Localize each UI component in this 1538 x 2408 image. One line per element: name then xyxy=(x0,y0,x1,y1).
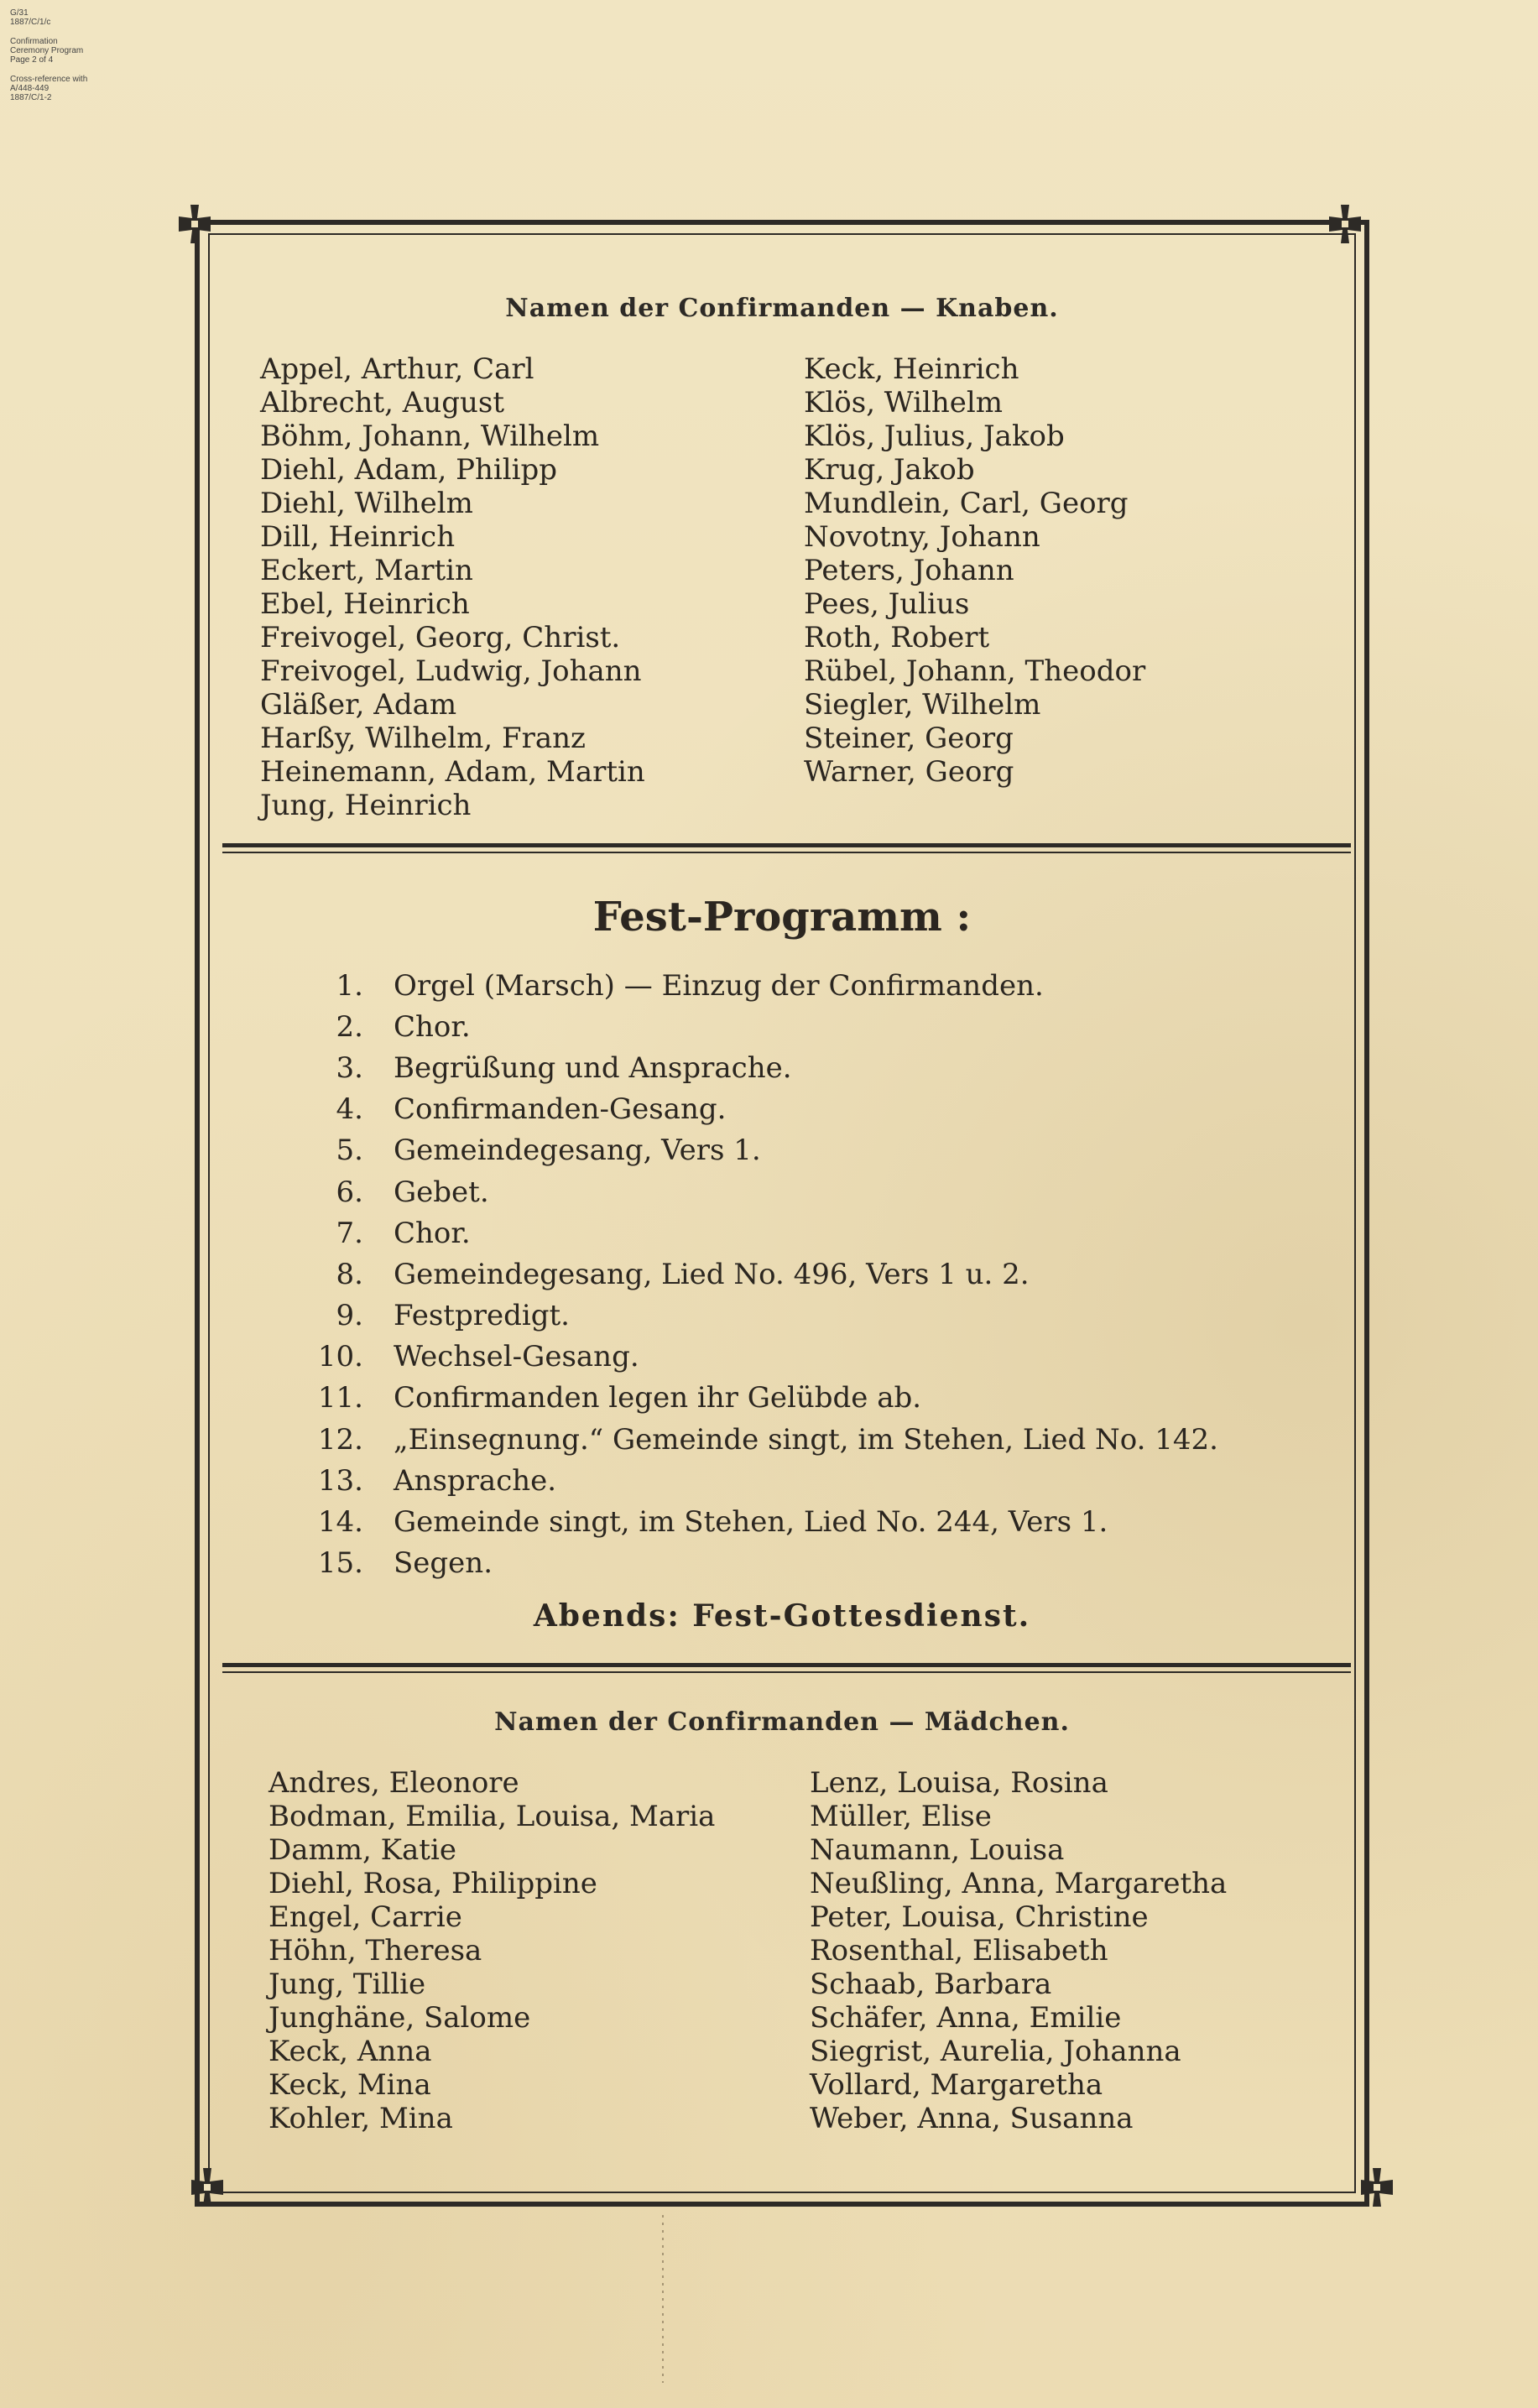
list-item: Naumann, Louisa xyxy=(810,1833,1065,1867)
program-item-number: 4. xyxy=(336,1092,363,1127)
list-item: Böhm, Johann, Wilhelm xyxy=(260,420,600,453)
list-item: Jung, Heinrich xyxy=(260,789,472,822)
list-item: Eckert, Martin xyxy=(260,554,473,587)
program-item xyxy=(298,1254,1305,1295)
program-item xyxy=(298,1543,1305,1584)
list-item: Diehl, Rosa, Philippine xyxy=(268,1867,597,1900)
list-item: Andres, Eleonore xyxy=(268,1766,519,1800)
girls-heading: Namen der Confirmanden — Mädchen. xyxy=(494,1707,1070,1737)
program-item-text: Gemeinde singt, im Stehen, Lied No. 244, Vers 1. xyxy=(394,1505,1108,1540)
cross-ornament-icon xyxy=(172,201,217,247)
program-item xyxy=(298,965,1305,1006)
program-item-number: 1. xyxy=(336,968,363,1003)
program-item-number: 7. xyxy=(336,1216,363,1250)
list-item: Keck, Heinrich xyxy=(804,352,1019,386)
program-item xyxy=(298,1130,1305,1171)
list-item: Gläßer, Adam xyxy=(260,688,457,722)
boys-heading: Namen der Confirmanden — Knaben. xyxy=(505,294,1059,323)
program-item xyxy=(298,1337,1305,1378)
program-item xyxy=(298,1378,1305,1419)
program-item xyxy=(298,1501,1305,1542)
girls-list-right xyxy=(810,1766,1227,2135)
list-item: Keck, Mina xyxy=(268,2068,431,2102)
program-item-number: 9. xyxy=(336,1299,363,1333)
program-item-number: 15. xyxy=(317,1546,363,1581)
archive-label-line: G/31 xyxy=(10,8,29,18)
list-item: Schäfer, Anna, Emilie xyxy=(810,2001,1122,2035)
program-item-text: Chor. xyxy=(394,1216,471,1250)
section-divider xyxy=(222,1663,1351,1673)
program-item-number: 11. xyxy=(317,1381,363,1415)
archive-label-line: A/448-449 xyxy=(10,84,50,93)
program-item xyxy=(298,1006,1305,1047)
archive-label-line: Confirmation xyxy=(10,37,58,46)
list-item: Siegler, Wilhelm xyxy=(804,688,1041,722)
program-item-text: Gemeindegesang, Lied No. 496, Vers 1 u. 2. xyxy=(394,1257,1030,1291)
program-item-text: Ansprache. xyxy=(394,1463,557,1498)
list-item: Neußling, Anna, Margaretha xyxy=(810,1867,1228,1900)
program-item-number: 10. xyxy=(317,1340,363,1374)
list-item: Damm, Katie xyxy=(268,1833,456,1867)
list-item: Mundlein, Carl, Georg xyxy=(804,487,1129,520)
boys-list-left xyxy=(260,352,645,822)
list-item: Klös, Julius, Jakob xyxy=(804,420,1065,453)
list-item: Warner, Georg xyxy=(804,755,1014,789)
list-item: Rosenthal, Elisabeth xyxy=(810,1934,1108,1968)
list-item: Harßy, Wilhelm, Franz xyxy=(260,722,586,755)
archive-label-line: Cross-reference with xyxy=(10,75,88,84)
program-item xyxy=(298,1460,1305,1501)
list-item: Jung, Tillie xyxy=(268,1968,426,2001)
list-item: Engel, Carrie xyxy=(268,1900,462,1934)
list-item: Steiner, Georg xyxy=(804,722,1014,755)
boys-list-right xyxy=(804,352,1145,789)
archive-label-line: Ceremony Program xyxy=(10,46,84,55)
list-item: Bodman, Emilia, Louisa, Maria xyxy=(268,1800,716,1833)
cross-ornament-icon xyxy=(1354,2165,1400,2210)
program-item xyxy=(298,1171,1305,1212)
program-item-text: Confirmanden-Gesang. xyxy=(394,1092,727,1127)
program-item-number: 14. xyxy=(317,1505,363,1540)
archive-label-line: 1887/C/1-2 xyxy=(10,93,52,102)
list-item: Weber, Anna, Susanna xyxy=(810,2102,1134,2135)
list-item: Junghäne, Salome xyxy=(268,2001,531,2035)
program-item-number: 12. xyxy=(317,1422,363,1457)
list-item: Lenz, Louisa, Rosina xyxy=(810,1766,1108,1800)
program-item-number: 13. xyxy=(317,1463,363,1498)
program-item-number: 5. xyxy=(336,1134,363,1168)
program-item-text: Chor. xyxy=(394,1009,471,1044)
list-item: Klös, Wilhelm xyxy=(804,386,1004,420)
list-item: Heinemann, Adam, Martin xyxy=(260,755,645,789)
program-item-text: Orgel (Marsch) — Einzug der Confirmanden. xyxy=(394,968,1044,1003)
list-item: Ebel, Heinrich xyxy=(260,587,470,621)
list-item: Diehl, Adam, Philipp xyxy=(260,453,558,487)
list-item: Müller, Elise xyxy=(810,1800,992,1833)
list-item: Albrecht, August xyxy=(260,386,505,420)
paper-fold-mark xyxy=(654,2215,671,2383)
program-item-text: Wechsel-Gesang. xyxy=(394,1340,639,1374)
program-item xyxy=(298,1419,1305,1460)
archive-label-line: Page 2 of 4 xyxy=(10,55,54,65)
program-item xyxy=(298,1212,1305,1254)
program-item-number: 2. xyxy=(336,1009,363,1044)
list-item: Pees, Julius xyxy=(804,587,970,621)
list-item: Keck, Anna xyxy=(268,2035,432,2068)
list-item: Diehl, Wilhelm xyxy=(260,487,473,520)
program-item xyxy=(298,1047,1305,1088)
archive-label-line: 1887/C/1/c xyxy=(10,18,51,27)
program-item-text: Gemeindegesang, Vers 1. xyxy=(394,1134,761,1168)
list-item: Kohler, Mina xyxy=(268,2102,453,2135)
program-item-number: 6. xyxy=(336,1175,363,1209)
girls-list-left xyxy=(268,1766,715,2135)
program-item-number: 8. xyxy=(336,1257,363,1291)
list-item: Appel, Arthur, Carl xyxy=(260,352,534,386)
section-divider xyxy=(222,843,1351,853)
cross-ornament-icon xyxy=(185,2165,230,2210)
list-item: Freivogel, Georg, Christ. xyxy=(260,621,621,654)
list-item: Siegrist, Aurelia, Johanna xyxy=(810,2035,1181,2068)
program-item-text: „Einsegnung.“ Gemeinde singt, im Stehen, Lied No. 142. xyxy=(394,1422,1218,1457)
program-item-number: 3. xyxy=(336,1050,363,1085)
list-item: Rübel, Johann, Theodor xyxy=(804,654,1146,688)
program-item-text: Festpredigt. xyxy=(394,1299,570,1333)
archive-label xyxy=(10,8,153,102)
evening-service: Abends: Fest-Gottesdienst. xyxy=(533,1598,1031,1634)
list-item: Höhn, Theresa xyxy=(268,1934,482,1968)
program-item-text: Gebet. xyxy=(394,1175,489,1209)
program-item-text: Begrüßung und Ansprache. xyxy=(394,1050,792,1085)
list-item: Peters, Johann xyxy=(804,554,1014,587)
list-item: Schaab, Barbara xyxy=(810,1968,1052,2001)
list-item: Freivogel, Ludwig, Johann xyxy=(260,654,642,688)
program-item xyxy=(298,1089,1305,1130)
program-item-text: Segen. xyxy=(394,1546,493,1581)
program-title: Fest-Programm : xyxy=(592,894,972,941)
list-item: Peter, Louisa, Christine xyxy=(810,1900,1149,1934)
program-list xyxy=(298,965,1305,1584)
list-item: Vollard, Margaretha xyxy=(810,2068,1103,2102)
program-item-text: Confirmanden legen ihr Gelübde ab. xyxy=(394,1381,922,1415)
program-item xyxy=(298,1295,1305,1337)
list-item: Dill, Heinrich xyxy=(260,520,456,554)
list-item: Krug, Jakob xyxy=(804,453,975,487)
cross-ornament-icon xyxy=(1322,201,1368,247)
list-item: Roth, Robert xyxy=(804,621,990,654)
list-item: Novotny, Johann xyxy=(804,520,1040,554)
